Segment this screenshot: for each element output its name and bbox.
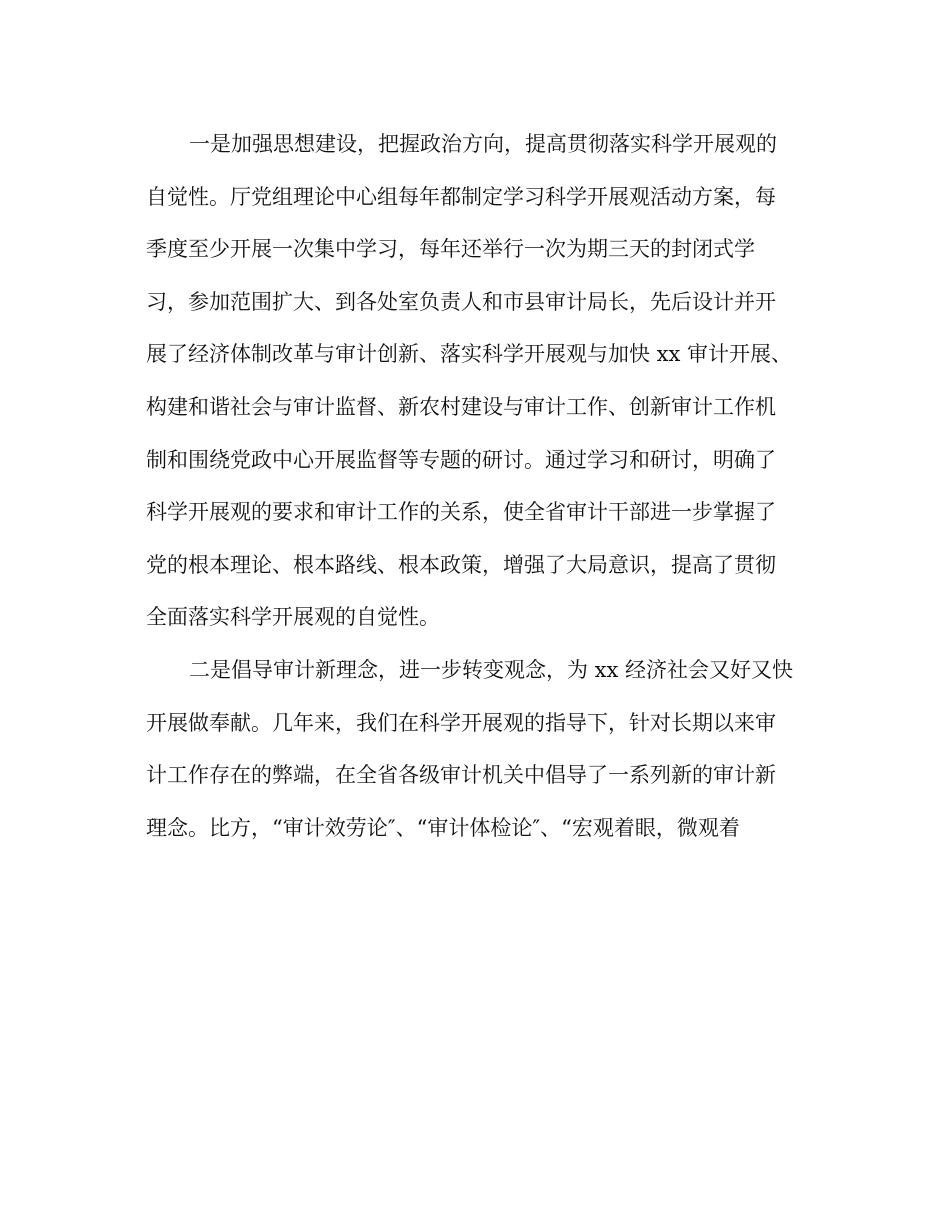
text-line: 二是倡导审计新理念，进一步转变观念，为 xx 经济社会又好又快: [189, 657, 794, 682]
text-line: 一是加强思想建设，把握政治方向，提高贯彻落实科学开展观的: [189, 132, 777, 156]
text-line: 展了经济体制改革与审计创新、落实科学开展观与加快 xx 审计开展、: [146, 342, 793, 367]
text-line: 自觉性。厅党组理论中心组每年都制定学习科学开展观活动方案，每: [146, 184, 776, 209]
text-line: 全面落实科学开展观的自觉性。: [146, 605, 440, 630]
text-line: 制和围绕党政中心开展监督等专题的研讨。通过学习和研讨，明确了: [146, 447, 776, 472]
text-line: 党的根本理论、根本路线、根本政策，增强了大局意识，提高了贯彻: [146, 552, 776, 577]
text-line: 习，参加范围扩大、到各处室负责人和市县审计局长，先后设计并开: [146, 289, 776, 314]
text-line: 构建和谐社会与审计监督、新农村建设与审计工作、创新审计工作机: [146, 394, 776, 419]
text-line: 季度至少开展一次集中学习，每年还举行一次为期三天的封闭式学: [146, 237, 755, 262]
document-body: [146, 118, 826, 854]
text-line: 开展做奉献。几年来，我们在科学开展观的指导下，针对长期以来审: [146, 710, 776, 735]
text-line: 计工作存在的弊端，在全省各级审计机关中倡导了一系列新的审计新: [146, 763, 776, 788]
text-line: 科学开展观的要求和审计工作的关系，使全省审计干部进一步掌握了: [146, 500, 776, 525]
text-line: 理念。比方，“审计效劳论″、“审计体检论″、“宏观着眼，微观着: [146, 815, 740, 840]
